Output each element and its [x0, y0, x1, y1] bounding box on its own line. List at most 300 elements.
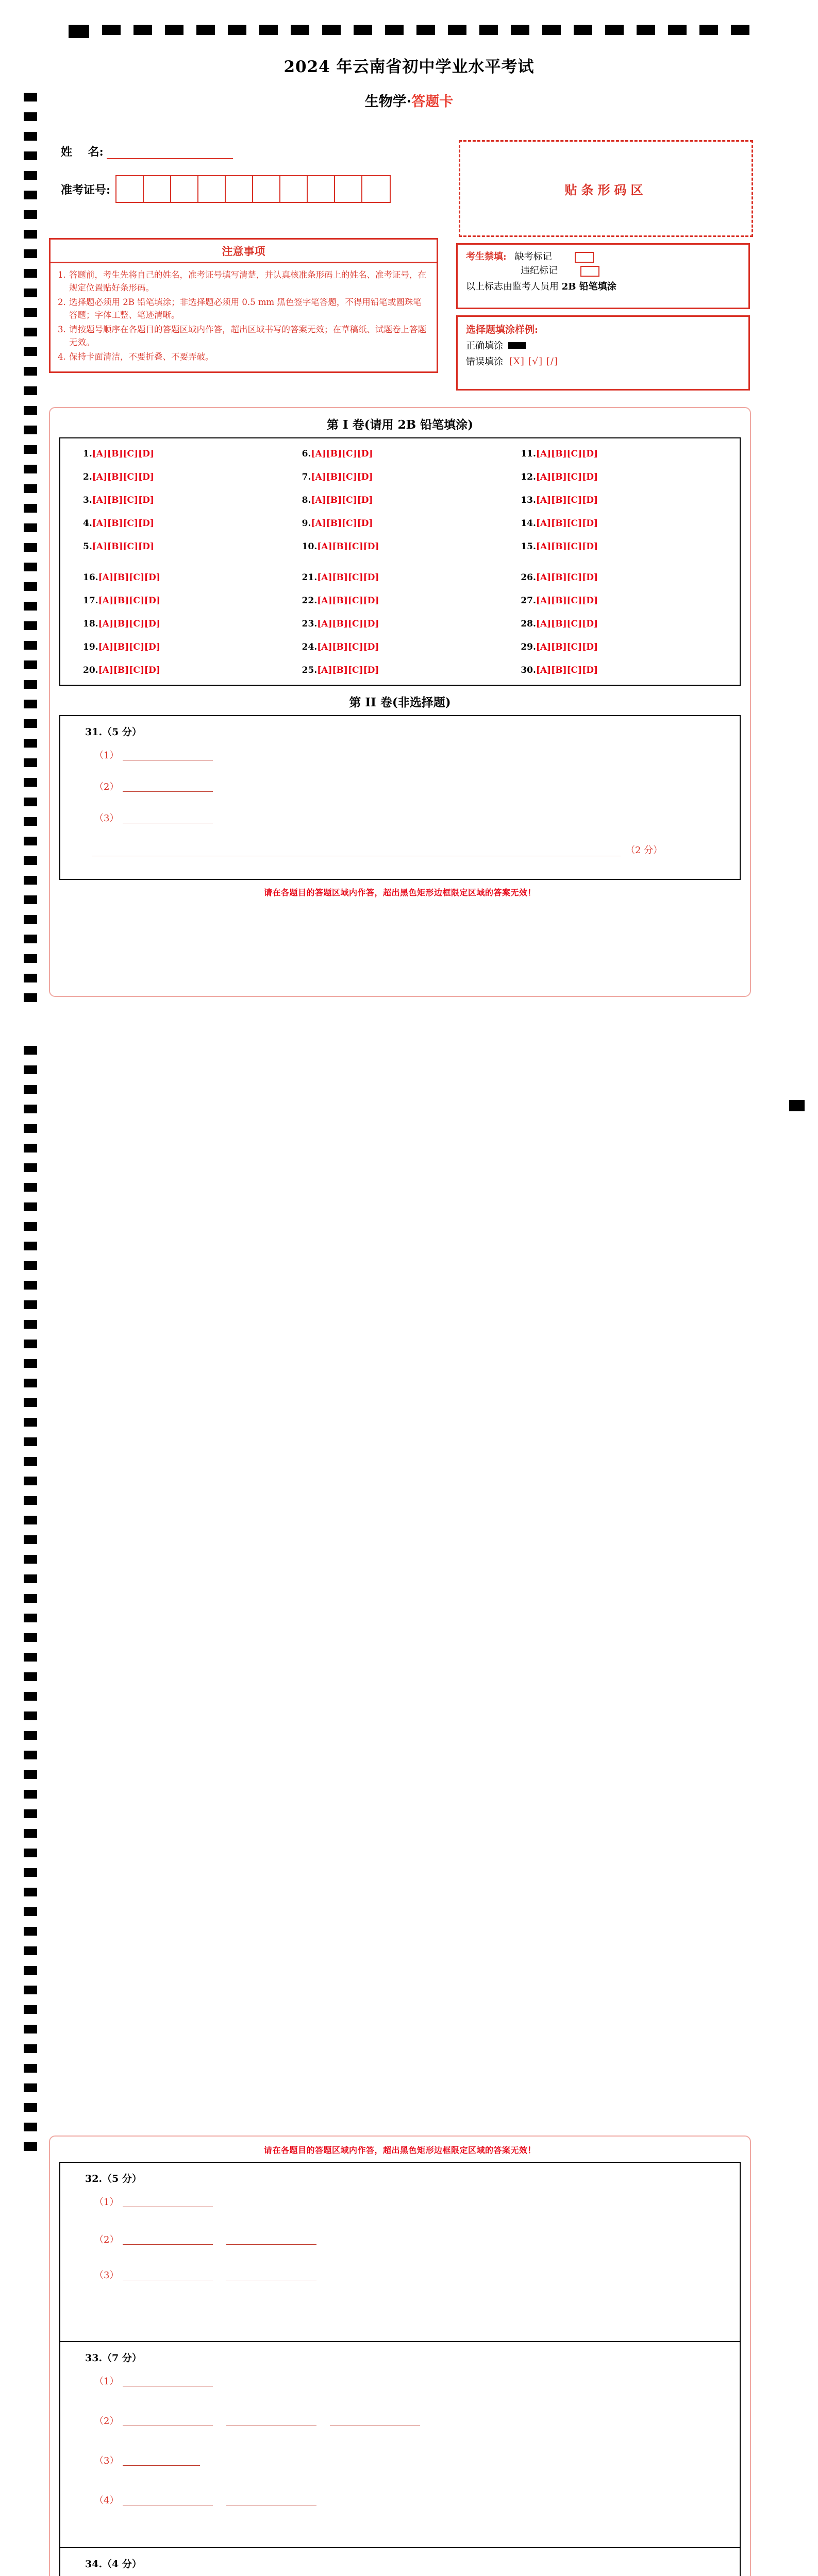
- mc-question-number: 7.: [302, 472, 311, 482]
- exam-number-boxes[interactable]: [115, 175, 391, 203]
- timing-mark: [24, 2044, 37, 2053]
- timing-mark: [24, 1966, 37, 1975]
- timing-mark: [165, 25, 183, 35]
- mc-option-bubbles[interactable]: [A][B][C][D]: [317, 665, 379, 675]
- timing-mark: [24, 1614, 37, 1622]
- timing-mark: [24, 1731, 37, 1740]
- mc-answer-row[interactable]: [83, 472, 302, 482]
- timing-mark: [24, 1653, 37, 1662]
- timing-mark: [24, 1183, 37, 1192]
- timing-mark: [24, 308, 37, 317]
- answer-blank[interactable]: [330, 2415, 420, 2426]
- q32-sub-2: [60, 2234, 740, 2245]
- mc-question-number: 3.: [83, 495, 92, 505]
- mc-question-number: 12.: [521, 472, 536, 482]
- timing-mark: [24, 328, 37, 336]
- notice-list: [51, 263, 437, 371]
- section-1-heading: 第 I 卷(请用 2B 铅笔填涂): [327, 418, 473, 432]
- mc-question-number: 21.: [302, 572, 318, 583]
- exam-number-digit-box[interactable]: [335, 176, 362, 202]
- timing-mark: [24, 621, 37, 630]
- forbidden-note-bold: 2B 铅笔填涂: [561, 281, 616, 292]
- notice-item-number: 4.: [58, 352, 66, 362]
- mc-question-number: 5.: [83, 541, 92, 552]
- answer-blank[interactable]: [123, 2269, 213, 2280]
- mc-answer-row[interactable]: [521, 642, 740, 652]
- question-34-box: [59, 2548, 741, 2576]
- timing-mark: [24, 817, 37, 826]
- mc-question-number: 28.: [521, 619, 536, 629]
- timing-mark: [24, 1888, 37, 1896]
- mc-option-bubbles[interactable]: [A][B][C][D]: [98, 596, 160, 606]
- mc-option-bubbles[interactable]: [A][B][C][D]: [311, 518, 373, 529]
- timing-mark: [24, 386, 37, 395]
- mc-question-number: 8.: [302, 495, 311, 505]
- timing-mark: [354, 25, 372, 35]
- mc-question-number: 17.: [83, 596, 98, 606]
- timing-mark: [24, 602, 37, 611]
- timing-mark-right-page2: [789, 1100, 805, 1111]
- mc-answer-row[interactable]: [83, 449, 302, 459]
- q33-sub-4-label: （4）: [94, 2495, 119, 2506]
- timing-mark: [24, 1202, 37, 1211]
- exam-number-digit-box[interactable]: [144, 176, 171, 202]
- exam-number-digit-box[interactable]: [171, 176, 198, 202]
- timing-mark: [24, 641, 37, 650]
- timing-mark: [24, 1085, 37, 1094]
- timing-mark: [291, 25, 309, 35]
- timing-mark: [24, 210, 37, 219]
- barcode-area-label: 贴条形码区: [564, 182, 647, 197]
- timing-mark: [24, 523, 37, 532]
- question-32-box: [59, 2162, 741, 2342]
- question-33-title: 33.（7 分）: [85, 2352, 142, 2364]
- exam-number-digit-box[interactable]: [308, 176, 335, 202]
- answer-card-label: 答题卡: [411, 94, 454, 110]
- timing-mark: [24, 151, 37, 160]
- timing-mark: [24, 1320, 37, 1329]
- mc-option-bubbles[interactable]: [A][B][C][D]: [317, 596, 379, 606]
- timing-mark: [24, 289, 37, 297]
- answer-blank[interactable]: [226, 2415, 316, 2426]
- timing-mark: [24, 915, 37, 924]
- mc-option-bubbles[interactable]: [A][B][C][D]: [98, 642, 160, 652]
- timing-mark: [24, 1809, 37, 1818]
- mc-answer-row[interactable]: [302, 665, 521, 675]
- timing-mark: [24, 543, 37, 552]
- mc-question-number: 10.: [302, 541, 318, 552]
- page2-answer-shell: [49, 2136, 751, 2576]
- page-title: 2024 年云南省初中学业水平考试: [283, 58, 535, 76]
- mc-answer-row[interactable]: [521, 572, 740, 583]
- notice-item-text: 选择题必须用 2B 铅笔填涂；非选择题必须用 0.5 mm 黑色签字笔答题，不得用铅笔或圆珠笔答题；字体工整、笔迹清晰。: [69, 297, 422, 320]
- mc-question-number: 25.: [302, 665, 318, 675]
- mc-answer-row[interactable]: [83, 665, 302, 675]
- mc-question-number: 13.: [521, 495, 536, 505]
- timing-mark: [259, 25, 278, 35]
- notice-box: [49, 238, 438, 373]
- timing-mark: [24, 1986, 37, 1994]
- timing-mark: [24, 504, 37, 513]
- name-field-row: [61, 143, 233, 159]
- q33-sub-4: [60, 2495, 740, 2505]
- mc-option-bubbles[interactable]: [A][B][C][D]: [311, 495, 373, 505]
- timing-mark: [24, 171, 37, 180]
- mc-option-bubbles[interactable]: [A][B][C][D]: [92, 518, 154, 529]
- mc-grid-spacer: [60, 552, 740, 572]
- q33-sub-2: [60, 2415, 740, 2426]
- timing-mark: [24, 1379, 37, 1387]
- exam-number-label: 准考证号:: [61, 183, 111, 197]
- timing-mark: [24, 1907, 37, 1916]
- q33-sub-3: [60, 2455, 740, 2466]
- timing-mark: [24, 406, 37, 415]
- mc-option-bubbles[interactable]: [A][B][C][D]: [98, 665, 160, 675]
- mc-option-bubbles[interactable]: [A][B][C][D]: [92, 472, 154, 482]
- timing-mark: [24, 993, 37, 1002]
- timing-mark: [24, 1829, 37, 1838]
- multiple-choice-box: [59, 437, 741, 686]
- timing-mark: [24, 426, 37, 434]
- exam-number-digit-box[interactable]: [362, 176, 390, 202]
- timing-mark: [24, 837, 37, 845]
- timing-mark: [24, 1574, 37, 1583]
- q32-sub-2-label: （2）: [94, 2234, 119, 2245]
- mc-option-bubbles[interactable]: [A][B][C][D]: [536, 449, 598, 459]
- page-subtitle: [0, 90, 818, 110]
- timing-mark: [731, 25, 749, 35]
- mc-answer-row[interactable]: [521, 665, 740, 675]
- mc-question-number: 22.: [302, 596, 318, 606]
- mc-option-bubbles[interactable]: [A][B][C][D]: [317, 541, 379, 552]
- mc-option-bubbles[interactable]: [A][B][C][D]: [536, 541, 598, 552]
- timing-mark: [24, 1437, 37, 1446]
- timing-mark: [24, 1300, 37, 1309]
- answer-blank[interactable]: [123, 2234, 213, 2245]
- answer-blank[interactable]: [123, 2455, 200, 2466]
- forbidden-row-violation: [466, 265, 748, 277]
- timing-mark: [24, 1496, 37, 1505]
- wrong-fill-row: [466, 354, 748, 368]
- timing-mark: [637, 25, 655, 35]
- mc-question-number: 15.: [521, 541, 536, 552]
- timing-mark: [24, 935, 37, 943]
- q31-sub-3: [60, 812, 740, 823]
- q31-sub-3-label: （3）: [94, 813, 119, 824]
- mc-option-bubbles[interactable]: [A][B][C][D]: [536, 642, 598, 652]
- timing-mark: [24, 367, 37, 376]
- timing-mark: [24, 2103, 37, 2112]
- answer-blank[interactable]: [226, 2495, 316, 2505]
- name-input[interactable]: [107, 145, 233, 159]
- mc-answer-row[interactable]: [83, 596, 302, 606]
- timing-mark: [196, 25, 215, 35]
- mc-answer-row[interactable]: [302, 541, 521, 552]
- timing-mark: [24, 445, 37, 454]
- question-33-box: [59, 2342, 741, 2548]
- mc-option-bubbles[interactable]: [A][B][C][D]: [536, 572, 598, 583]
- mc-question-number: 20.: [83, 665, 98, 675]
- answer-sheet-page-1: [0, 0, 818, 1046]
- mc-option-bubbles[interactable]: [A][B][C][D]: [536, 665, 598, 675]
- mc-answer-row[interactable]: [302, 518, 521, 529]
- exam-number-digit-box[interactable]: [226, 176, 253, 202]
- mc-question-number: 2.: [83, 472, 92, 482]
- timing-mark: [24, 895, 37, 904]
- timing-mark: [24, 1418, 37, 1427]
- timing-mark: [24, 680, 37, 689]
- timing-mark: [574, 25, 592, 35]
- mc-answer-row[interactable]: [83, 572, 302, 583]
- timing-mark: [24, 1751, 37, 1759]
- mc-option-bubbles[interactable]: [A][B][C][D]: [536, 495, 598, 505]
- absent-mark-label: 缺考标记: [514, 251, 552, 262]
- mc-option-bubbles[interactable]: [A][B][C][D]: [311, 449, 373, 459]
- mc-answer-row[interactable]: [83, 518, 302, 529]
- name-field-label: 姓 名:: [61, 145, 104, 159]
- mc-answer-row[interactable]: [521, 495, 740, 505]
- mc-answer-row[interactable]: [521, 541, 740, 552]
- section-2-heading: 第 II 卷(非选择题): [349, 696, 451, 709]
- mc-question-number: 18.: [83, 619, 98, 629]
- timing-mark: [322, 25, 341, 35]
- notice-title: 注意事项: [51, 240, 437, 263]
- forbidden-marks-panel: [456, 243, 750, 309]
- q32-sub-1: [60, 2196, 740, 2207]
- mc-option-bubbles[interactable]: [A][B][C][D]: [317, 642, 379, 652]
- notice-item-number: 1.: [58, 270, 66, 280]
- answer-blank[interactable]: [123, 2376, 213, 2386]
- timing-mark: [24, 1946, 37, 1955]
- wrong-fill-label: 错误填涂: [466, 357, 503, 367]
- mc-answer-row[interactable]: [302, 642, 521, 652]
- answer-blank[interactable]: [123, 781, 213, 792]
- q31-sub-2-label: （2）: [94, 782, 119, 792]
- q33-sub-2-label: （2）: [94, 2416, 119, 2427]
- timing-mark: [24, 1849, 37, 1857]
- timing-mark: [102, 25, 121, 35]
- timing-mark: [24, 1770, 37, 1779]
- answer-blank[interactable]: [123, 2495, 213, 2505]
- timing-mark: [228, 25, 246, 35]
- timing-mark: [24, 191, 37, 199]
- mc-answer-row[interactable]: [302, 449, 521, 459]
- timing-mark: [385, 25, 404, 35]
- mc-grid-16-30[interactable]: [60, 572, 740, 675]
- timing-marks-top: [69, 25, 762, 38]
- timing-mark: [605, 25, 624, 35]
- mc-question-number: 23.: [302, 619, 318, 629]
- mc-question-number: 19.: [83, 642, 98, 652]
- mc-question-number: 24.: [302, 642, 318, 652]
- mc-answer-row[interactable]: [302, 472, 521, 482]
- notice-item: [58, 268, 429, 294]
- timing-mark: [24, 2005, 37, 2014]
- timing-mark: [24, 856, 37, 865]
- mc-question-number: 27.: [521, 596, 536, 606]
- timing-mark: [24, 563, 37, 571]
- timing-mark: [24, 974, 37, 982]
- timing-mark: [24, 954, 37, 963]
- timing-mark: [542, 25, 561, 35]
- notice-item-number: 2.: [58, 297, 66, 308]
- answer-sheet-page-2: [0, 1046, 818, 2570]
- exam-number-digit-box[interactable]: [116, 176, 144, 202]
- timing-mark: [24, 112, 37, 121]
- subject-label: 生物学·: [364, 94, 412, 110]
- question-31-box: [59, 715, 741, 880]
- q32-sub-3-label: （3）: [94, 2270, 119, 2281]
- answer-blank[interactable]: [123, 2415, 213, 2426]
- timing-mark: [24, 660, 37, 669]
- mc-option-bubbles[interactable]: [A][B][C][D]: [536, 596, 598, 606]
- answer-blank-long[interactable]: [92, 845, 621, 856]
- mc-option-bubbles[interactable]: [A][B][C][D]: [92, 449, 154, 459]
- correct-fill-label: 正确填涂: [466, 341, 503, 351]
- timing-mark: [24, 1555, 37, 1564]
- mc-answer-row[interactable]: [83, 619, 302, 629]
- timing-mark: [24, 1398, 37, 1407]
- mc-answer-row[interactable]: [521, 518, 740, 529]
- mc-answer-row[interactable]: [521, 472, 740, 482]
- exam-number-digit-box[interactable]: [198, 176, 226, 202]
- mc-option-bubbles[interactable]: [A][B][C][D]: [98, 572, 160, 583]
- timing-mark: [24, 1711, 37, 1720]
- mc-question-number: 16.: [83, 572, 98, 583]
- timing-mark: [24, 465, 37, 473]
- fill-sample-panel: [456, 315, 750, 391]
- mc-option-bubbles[interactable]: [A][B][C][D]: [536, 619, 598, 629]
- answer-blank[interactable]: [226, 2269, 316, 2280]
- mc-option-bubbles[interactable]: [A][B][C][D]: [311, 472, 373, 482]
- timing-mark: [24, 719, 37, 728]
- mc-answer-row[interactable]: [521, 619, 740, 629]
- timing-marks-left-page2: [24, 1046, 37, 2162]
- mc-option-bubbles[interactable]: [A][B][C][D]: [92, 495, 154, 505]
- notice-item-number: 3.: [58, 325, 66, 335]
- notice-item: [58, 323, 429, 349]
- timing-mark: [24, 230, 37, 239]
- timing-mark: [511, 25, 529, 35]
- mc-option-bubbles[interactable]: [A][B][C][D]: [536, 518, 598, 529]
- mc-option-bubbles[interactable]: [A][B][C][D]: [317, 619, 379, 629]
- q31-long-answer-row: [60, 843, 740, 856]
- timing-mark: [24, 1163, 37, 1172]
- timing-mark: [24, 1633, 37, 1642]
- wrong-fill-marks: [X] [√] [/]: [509, 355, 558, 367]
- timing-mark: [24, 1222, 37, 1231]
- forbidden-label: 考生禁填:: [466, 251, 507, 262]
- timing-mark: [24, 1359, 37, 1368]
- timing-mark: [24, 1594, 37, 1603]
- timing-mark: [24, 1242, 37, 1250]
- question-34-title: 34.（4 分）: [85, 2558, 142, 2570]
- mc-question-number: 30.: [521, 665, 536, 675]
- timing-mark: [24, 1065, 37, 1074]
- violation-mark-checkbox[interactable]: [580, 266, 599, 277]
- timing-mark: [24, 1535, 37, 1544]
- absent-mark-checkbox[interactable]: [575, 252, 594, 263]
- mc-question-number: 4.: [83, 518, 92, 529]
- mc-answer-row[interactable]: [83, 642, 302, 652]
- timing-mark: [24, 2083, 37, 2092]
- mc-answer-row[interactable]: [302, 619, 521, 629]
- timing-mark: [24, 1124, 37, 1133]
- notice-item-text: 答题前，考生先将自己的姓名，准考证号填写清楚，并认真核准条形码上的姓名、准考证号，在规定位置贴好条形码。: [69, 270, 426, 293]
- timing-mark: [24, 1340, 37, 1348]
- timing-mark: [24, 758, 37, 767]
- mc-question-number: 29.: [521, 642, 536, 652]
- mc-answer-row[interactable]: [83, 541, 302, 552]
- fill-sample-title: 选择题填涂样例:: [466, 324, 539, 335]
- q31-sub-1: [60, 750, 740, 760]
- notice-item-text: 请按题号顺序在各题目的答题区域内作答，超出区域书写的答案无效；在草稿纸、试题卷上答题无效。: [69, 325, 426, 348]
- mc-answer-row[interactable]: [302, 572, 521, 583]
- timing-marks-left: [24, 93, 37, 1013]
- header-warning-page2: 请在各题目的答题区域内作答，超出黑色矩形边框限定区域的答案无效！: [263, 2145, 536, 2155]
- timing-mark: [479, 25, 498, 35]
- timing-mark: [448, 25, 466, 35]
- page1-answer-shell: [49, 407, 751, 997]
- answer-blank[interactable]: [123, 812, 213, 823]
- q32-sub-1-label: （1）: [94, 2197, 119, 2208]
- answer-blank[interactable]: [123, 750, 213, 760]
- timing-mark: [69, 25, 89, 38]
- timing-mark: [24, 132, 37, 141]
- barcode-paste-area: [459, 140, 753, 237]
- mc-answer-row[interactable]: [521, 449, 740, 459]
- timing-mark: [24, 1477, 37, 1485]
- q32-sub-3: [60, 2269, 740, 2280]
- violation-mark-label: 违纪标记: [521, 265, 558, 277]
- timing-mark: [24, 739, 37, 748]
- answer-blank[interactable]: [226, 2234, 316, 2245]
- timing-mark: [24, 269, 37, 278]
- timing-mark: [24, 1261, 37, 1270]
- mc-grid-1-15[interactable]: [60, 449, 740, 552]
- mc-option-bubbles[interactable]: [A][B][C][D]: [92, 541, 154, 552]
- timing-mark: [24, 2123, 37, 2131]
- timing-mark: [24, 798, 37, 806]
- timing-mark: [24, 1927, 37, 1936]
- notice-item: [58, 296, 429, 321]
- timing-mark: [699, 25, 718, 35]
- mc-answer-row[interactable]: [302, 596, 521, 606]
- timing-mark: [24, 1868, 37, 1877]
- forbidden-note-prefix: 以上标志由监考人员用: [466, 281, 562, 292]
- timing-mark: [668, 25, 687, 35]
- mc-answer-row[interactable]: [521, 596, 740, 606]
- mc-option-bubbles[interactable]: [A][B][C][D]: [536, 472, 598, 482]
- timing-mark: [24, 778, 37, 787]
- timing-mark: [24, 1457, 37, 1466]
- mc-answer-row[interactable]: [83, 495, 302, 505]
- mc-question-number: 9.: [302, 518, 311, 529]
- q33-sub-1: [60, 2376, 740, 2386]
- mc-answer-row[interactable]: [302, 495, 521, 505]
- q31-points: （2 分）: [626, 845, 663, 856]
- mc-option-bubbles[interactable]: [A][B][C][D]: [98, 619, 160, 629]
- correct-fill-row: [466, 338, 748, 352]
- exam-number-digit-box[interactable]: [253, 176, 280, 202]
- q33-sub-1-label: （1）: [94, 2376, 119, 2387]
- exam-number-digit-box[interactable]: [280, 176, 308, 202]
- mc-option-bubbles[interactable]: [A][B][C][D]: [317, 572, 379, 583]
- timing-mark: [24, 2025, 37, 2033]
- timing-mark: [24, 249, 37, 258]
- timing-mark: [24, 1516, 37, 1524]
- answer-blank[interactable]: [123, 2196, 213, 2207]
